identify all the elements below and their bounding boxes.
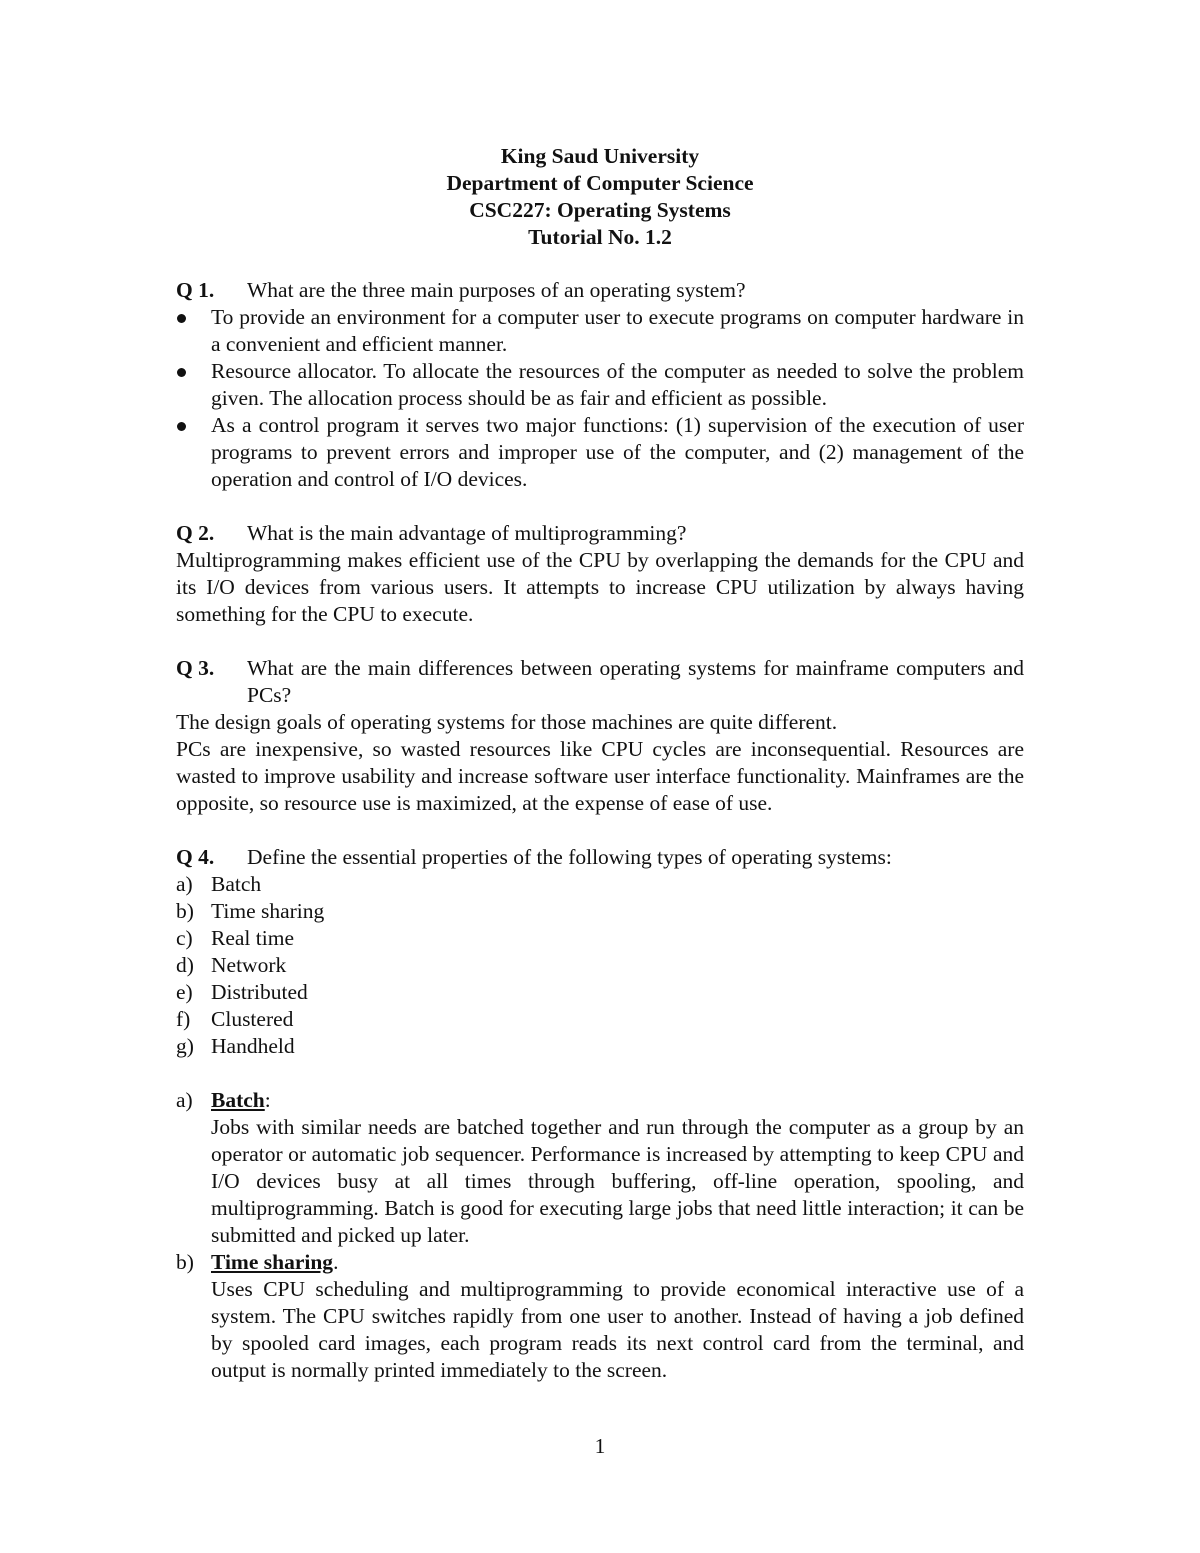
item-label: Batch xyxy=(211,872,262,896)
list-item xyxy=(176,871,1024,898)
os-types-answers xyxy=(176,1087,1024,1384)
question-4 xyxy=(176,844,1024,871)
question-text: Define the essential properties of the following types of operating systems: xyxy=(247,845,892,869)
answer-2: Multiprogramming makes efficient use of the CPU by overlapping the demands for the CPU and its I/O devices from various users. It attempts to increase CPU utilization by always having something for the CPU to execute. xyxy=(176,548,1024,626)
bullet-text: To provide an environment for a computer user to execute programs on computer hardware in a convenient and efficient manner. xyxy=(211,305,1024,356)
item-label: Distributed xyxy=(211,980,308,1004)
question-1 xyxy=(176,277,1024,304)
course-title: CSC227: Operating Systems xyxy=(469,198,731,222)
answer-title: Time sharing xyxy=(211,1250,334,1274)
question-text: What are the three main purposes of an operating system? xyxy=(247,278,746,302)
question-number: Q 2. xyxy=(176,521,215,545)
item-label: Real time xyxy=(211,926,294,950)
bullet-icon xyxy=(176,412,211,493)
list-item xyxy=(176,898,1024,925)
question-number: Q 3. xyxy=(176,656,215,680)
question-3 xyxy=(176,655,1024,709)
list-item xyxy=(176,412,1024,493)
answer-3-intro: The design goals of operating systems for those machines are quite different. xyxy=(176,710,838,734)
list-item xyxy=(176,979,1024,1006)
list-item xyxy=(176,925,1024,952)
item-marker: f) xyxy=(176,1007,191,1031)
page-number: 1 xyxy=(594,1434,606,1458)
answer-title: Batch xyxy=(211,1088,265,1112)
question-text: What is the main advantage of multiprogramming? xyxy=(247,521,687,545)
item-marker: a) xyxy=(176,1088,193,1112)
university-name: King Saud University xyxy=(500,144,700,168)
item-marker: a) xyxy=(176,872,193,896)
question-2 xyxy=(176,520,1024,547)
answer-3-body: PCs are inexpensive, so wasted resources like CPU cycles are inconsequential. Resources are wasted to improve usability and increase software user interface functionality. Mainframes are the opposite, so resource use is maximized, at the expense of ease of use. xyxy=(176,737,1024,815)
list-item xyxy=(176,952,1024,979)
item-label: Clustered xyxy=(211,1007,294,1031)
answer-item-time-sharing xyxy=(176,1249,1024,1384)
question-number: Q 4. xyxy=(176,845,215,869)
list-item xyxy=(176,1006,1024,1033)
bullet-icon xyxy=(176,304,211,358)
item-label: Handheld xyxy=(211,1034,295,1058)
department-name: Department of Computer Science xyxy=(446,171,754,195)
bullet-text: Resource allocator. To allocate the resources of the computer as needed to solve the problem given. The allocation process should be as fair and efficient as possible. xyxy=(211,359,1024,410)
document-body xyxy=(176,277,1024,1384)
answer-1-bullets xyxy=(176,304,1024,493)
bullet-text: As a control program it serves two major functions: (1) supervision of the execution of user programs to prevent errors and improper use of the computer, and (2) management of the operation and control of I/O devices. xyxy=(211,413,1024,491)
item-marker: b) xyxy=(176,899,194,923)
answer-body: Uses CPU scheduling and multiprogramming to provide economical interactive use of a system. The CPU switches rapidly from one user to another. Instead of having a job defined by spooled card images, each program reads its next control card from the terminal, and output is normally printed immediately to the screen. xyxy=(211,1277,1024,1382)
item-marker: c) xyxy=(176,926,193,950)
list-item xyxy=(176,304,1024,358)
question-number: Q 1. xyxy=(176,278,215,302)
item-label: Network xyxy=(211,953,287,977)
question-text: What are the main differences between operating systems for mainframe computers and PCs? xyxy=(247,656,1024,707)
list-item xyxy=(176,1033,1024,1060)
tutorial-title: Tutorial No. 1.2 xyxy=(528,225,672,249)
item-label: Time sharing xyxy=(211,899,325,923)
item-marker: d) xyxy=(176,953,194,977)
answer-item-batch xyxy=(176,1087,1024,1249)
item-marker: e) xyxy=(176,980,193,1004)
answer-body: Jobs with similar needs are batched together and run through the computer as a group by an operator or automatic job sequencer. Performance is increased by attempting to keep CPU and I/O devices busy at all times through buffering, off-line operation, spooling, and multiprogramming. Batch is good for executing large jobs that need little interaction; it can be submitted and picked up later. xyxy=(211,1115,1024,1247)
list-item xyxy=(176,358,1024,412)
document-header xyxy=(0,143,1200,251)
answer-title-suffix: . xyxy=(333,1250,339,1274)
item-marker: g) xyxy=(176,1034,194,1058)
bullet-icon xyxy=(176,358,211,412)
item-marker: b) xyxy=(176,1250,194,1274)
os-types-list xyxy=(176,871,1024,1060)
answer-title-suffix: : xyxy=(264,1088,271,1112)
